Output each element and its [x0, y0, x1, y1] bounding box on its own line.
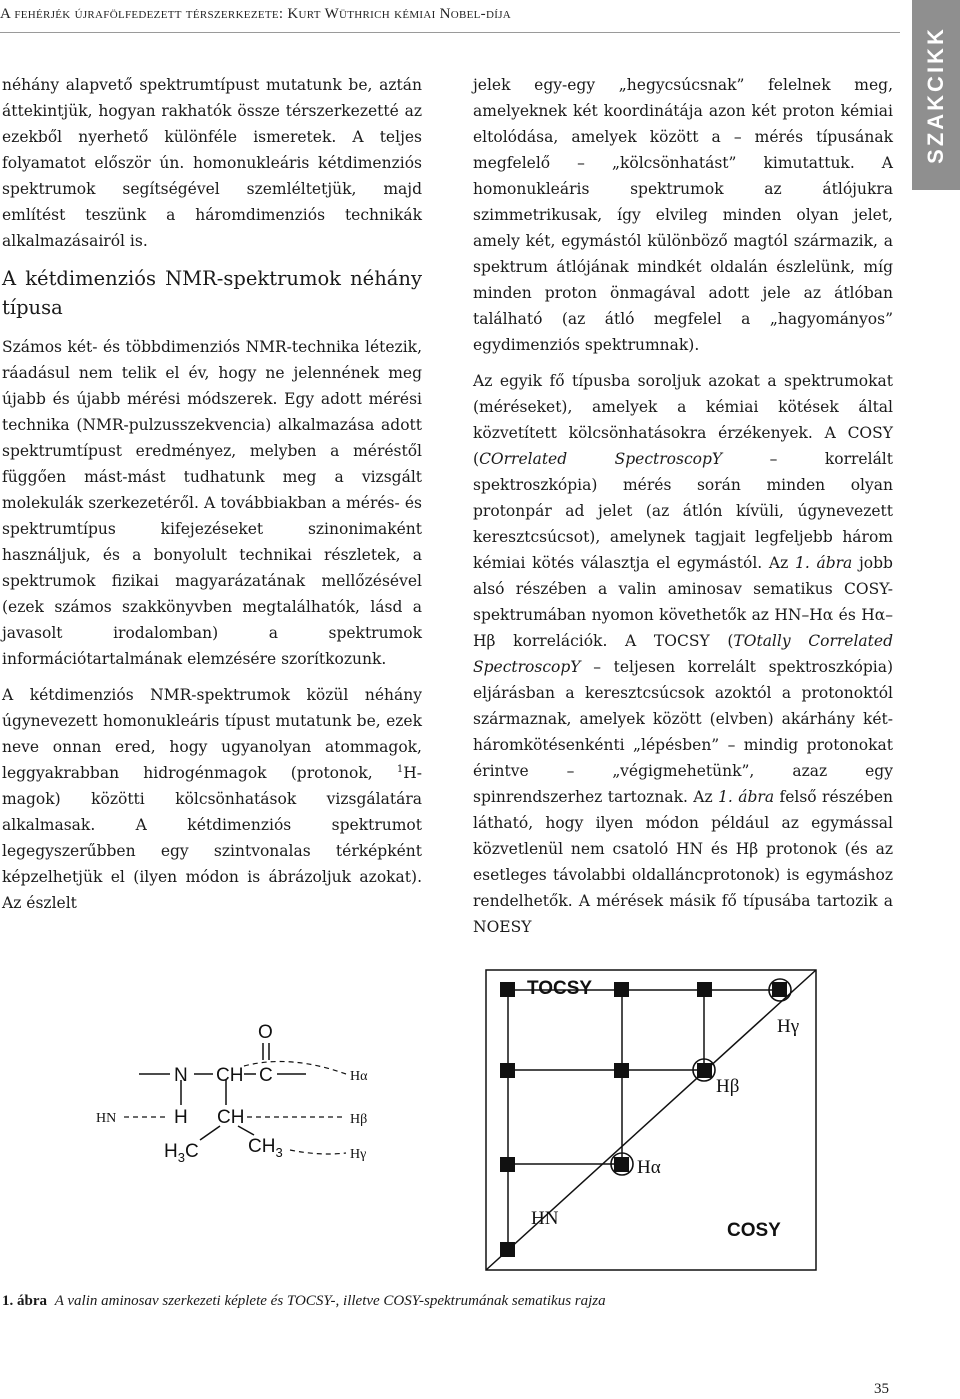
page-number: 35	[874, 1381, 889, 1397]
superscript-one: 1	[396, 763, 404, 775]
spectrum-h-gamma-label: Hγ	[777, 1016, 800, 1037]
cosy-label: COSY	[727, 1220, 781, 1241]
carbonyl-carbon: C	[259, 1065, 273, 1086]
left-paragraph-3	[2, 682, 422, 916]
right-paragraph-2-part-a: Az egyik fő típusba soroljuk azokat a spektrumokat (méréseket), amelyek a kémiai kötések által közvetített kölcsönhatásokra érzékenyek. A COSY (	[473, 372, 893, 468]
running-head-text: A fehérjék újrafölfedezett térszerkezete: Kurt Wüthrich kémiai Nobel-díja	[0, 6, 512, 22]
running-head	[0, 6, 900, 33]
amide-hydrogen: H	[174, 1107, 188, 1128]
peak-hn-diagonal	[500, 1242, 515, 1257]
caption-number: 1. ábra	[2, 1293, 47, 1309]
caption-text: A valin aminosav szerkezeti képlete és TOCSY-, illetve COSY-spektrumának sematikus rajza	[54, 1293, 606, 1309]
methyl-right-ch: CH	[248, 1136, 276, 1157]
alpha-carbon: CH	[216, 1065, 244, 1086]
peak-hn-hg	[500, 982, 515, 997]
left-paragraph-3-part-b: H-magok) közötti kölcsönhatások vizsgálatára alkalmasak. A kétdimenziós spektrumot legegyszerűbben egy szintvonalas térképként képzelhetjük el (ilyen módon is ábrázoljuk azokat). Az észlelt	[2, 764, 422, 912]
hn-label: HN	[96, 1111, 117, 1126]
peak-ha-hb	[614, 1063, 629, 1078]
spectrum-hn-label: HN	[531, 1208, 559, 1229]
tocsy-expansion: TOtally Correlated SpectroscopY	[473, 632, 893, 676]
bond-cb-methyl-right	[238, 1126, 254, 1135]
methyl-left-h: H	[164, 1141, 178, 1162]
spectrum-h-alpha-label: Hα	[637, 1157, 661, 1178]
section-heading: A kétdimenziós NMR-spektrumok néhány típusa	[2, 267, 422, 319]
left-paragraph-3-part-a: A kétdimenziós NMR-spektrumok közül néhány úgynevezett homonukleáris típust mutatunk be, ezek neve onnan ered, hogy ugyanolyan atommagok, leggyakrabban hidrogénmagok (protonok,	[2, 686, 422, 782]
cosy-expansion: COrrelated SpectroscopY	[479, 450, 723, 468]
figure-reference-1: 1. ábra	[794, 554, 853, 572]
peak-hb-hg	[697, 982, 712, 997]
figure-caption	[2, 1293, 902, 1310]
bond-cb-methyl-left	[200, 1126, 220, 1140]
right-paragraph-2-part-d: – teljesen korrelált spektroszkópia) eljárásban a keresztcsúcsok azoktól a protonoktól származnak, amelyek között (elvben) akárhány két-háromkötésenkénti „lépésben” – mindig protonokat érintve – „végigmehetünk”, azaz egy spinrendszerhez tartoznak. Az	[473, 658, 893, 806]
left-paragraph-2: Számos két- és többdimenziós NMR-technika létezik, ráadásul nem telik el év, hogy ne jelennének meg újabb és újabb mérési módszerek. Egy adott mérési technika (NMR-pulzusszekvencia) alkalmazása adott spektrumtípust eredményez, melyben a méréstől függően mást-mást tudhatunk meg a vizsgált molekulák szerkezetéről. A továbbiakban a mérés- és spektrumtípus kifejezéseket szinonimaként használjuk, és a bonyolult technikai részletek, a spektrumok fizikai magyarázatának mellőzésével (ezek számos szakkönyvben megtalálhatók, lásd a javasolt irodalomban) a spektrumok információtartalmának elemzésére szorítkozunk.	[2, 338, 422, 668]
peak-hb-diagonal	[697, 1063, 712, 1078]
peak-ha-diagonal	[614, 1157, 629, 1172]
right-paragraph-1: jelek egy-egy „hegycsúcsnak” felelnek meg, amelyeknek két koordinátája azon két proton kémiai eltolódása, amelyek között a – mérés típusának megfelelő – „kölcsönhatást” kimutattuk. A homonukleáris spektrumok az átlójukra szimmetrikusak, így elvileg minden olyan jelet, amely két, egymástól különböző magtól származik, a spektrum átlójának mindkét oldalán észlelünk, míg minden proton önmagával adott jele az átlóban található (az átló megfelel a „hagyományos” egydimenziós spektrumnak).	[473, 76, 893, 354]
h-alpha-label: Hα	[350, 1069, 368, 1084]
section-tab	[912, 0, 960, 190]
methyl-left	[164, 1141, 199, 1165]
right-paragraph-2	[473, 368, 893, 940]
right-paragraph-2-part-c: jobb alsó részében a valin aminosav sematikus COSY-spektrumában nyomon követhetők az HN–Hα és Hα–Hβ korrelációk. A TOCSY (	[473, 554, 893, 650]
right-paragraph-2-part-e: felső részében látható, hogy ilyen módon például az egymással közvetlenül nem csatoló HN és Hβ protonok (és az esetleges távolabbi oldalláncprotonok) is egymáshoz rendelhetők. A mérések másik fő típusába tartozik a NOESY	[473, 788, 893, 936]
figure-reference-2: 1. ábra	[718, 788, 775, 806]
figure-1	[0, 960, 960, 1290]
tocsy-label: TOCSY	[527, 978, 593, 999]
left-column	[2, 72, 422, 926]
peak-hn-ha	[500, 1157, 515, 1172]
h-beta-label: Hβ	[350, 1112, 368, 1127]
section-tab-label: SZAKCIKK	[923, 26, 948, 164]
methyl-right	[248, 1136, 283, 1160]
right-paragraph-2-part-b: – korrelált spektroszkópia) mérés során minden olyan protonpár ad jelet (az átlón kívüli, úgynevezett keresztcsúcsot), amelynek tagjait legfeljebb három kémiai kötés választja el egymástól. Az	[473, 450, 893, 572]
peak-hg-diagonal	[772, 982, 787, 997]
h-gamma-label: Hγ	[350, 1147, 367, 1162]
nitrogen-atom: N	[174, 1065, 188, 1086]
figure-1-drawing	[0, 960, 960, 1290]
methyl-left-c: C	[184, 1141, 199, 1162]
left-paragraph-1: néhány alapvető spektrumtípust mutatunk be, aztán áttekintjük, hogyan rakhatók össze térszerkezetté az ezekből nyerhető különféle ismeretek. A teljes folyamatot először ún. homonukleáris kétdimenziós spektrumok segítségével szemléltetjük, majd említést teszünk a háromdimenziós technikák alkalmazásairól is.	[2, 76, 422, 250]
methyl-left-sub: 3	[177, 1150, 185, 1165]
methyl-right-sub: 3	[275, 1145, 283, 1160]
valine-structure	[96, 1022, 368, 1165]
peak-hn-hb	[500, 1063, 515, 1078]
dash-h-gamma	[290, 1150, 346, 1154]
oxygen-atom: O	[258, 1022, 273, 1043]
beta-carbon: CH	[217, 1107, 245, 1128]
peak-ha-hg	[614, 982, 629, 997]
spectrum-h-beta-label: Hβ	[716, 1076, 740, 1097]
right-column	[473, 72, 893, 950]
